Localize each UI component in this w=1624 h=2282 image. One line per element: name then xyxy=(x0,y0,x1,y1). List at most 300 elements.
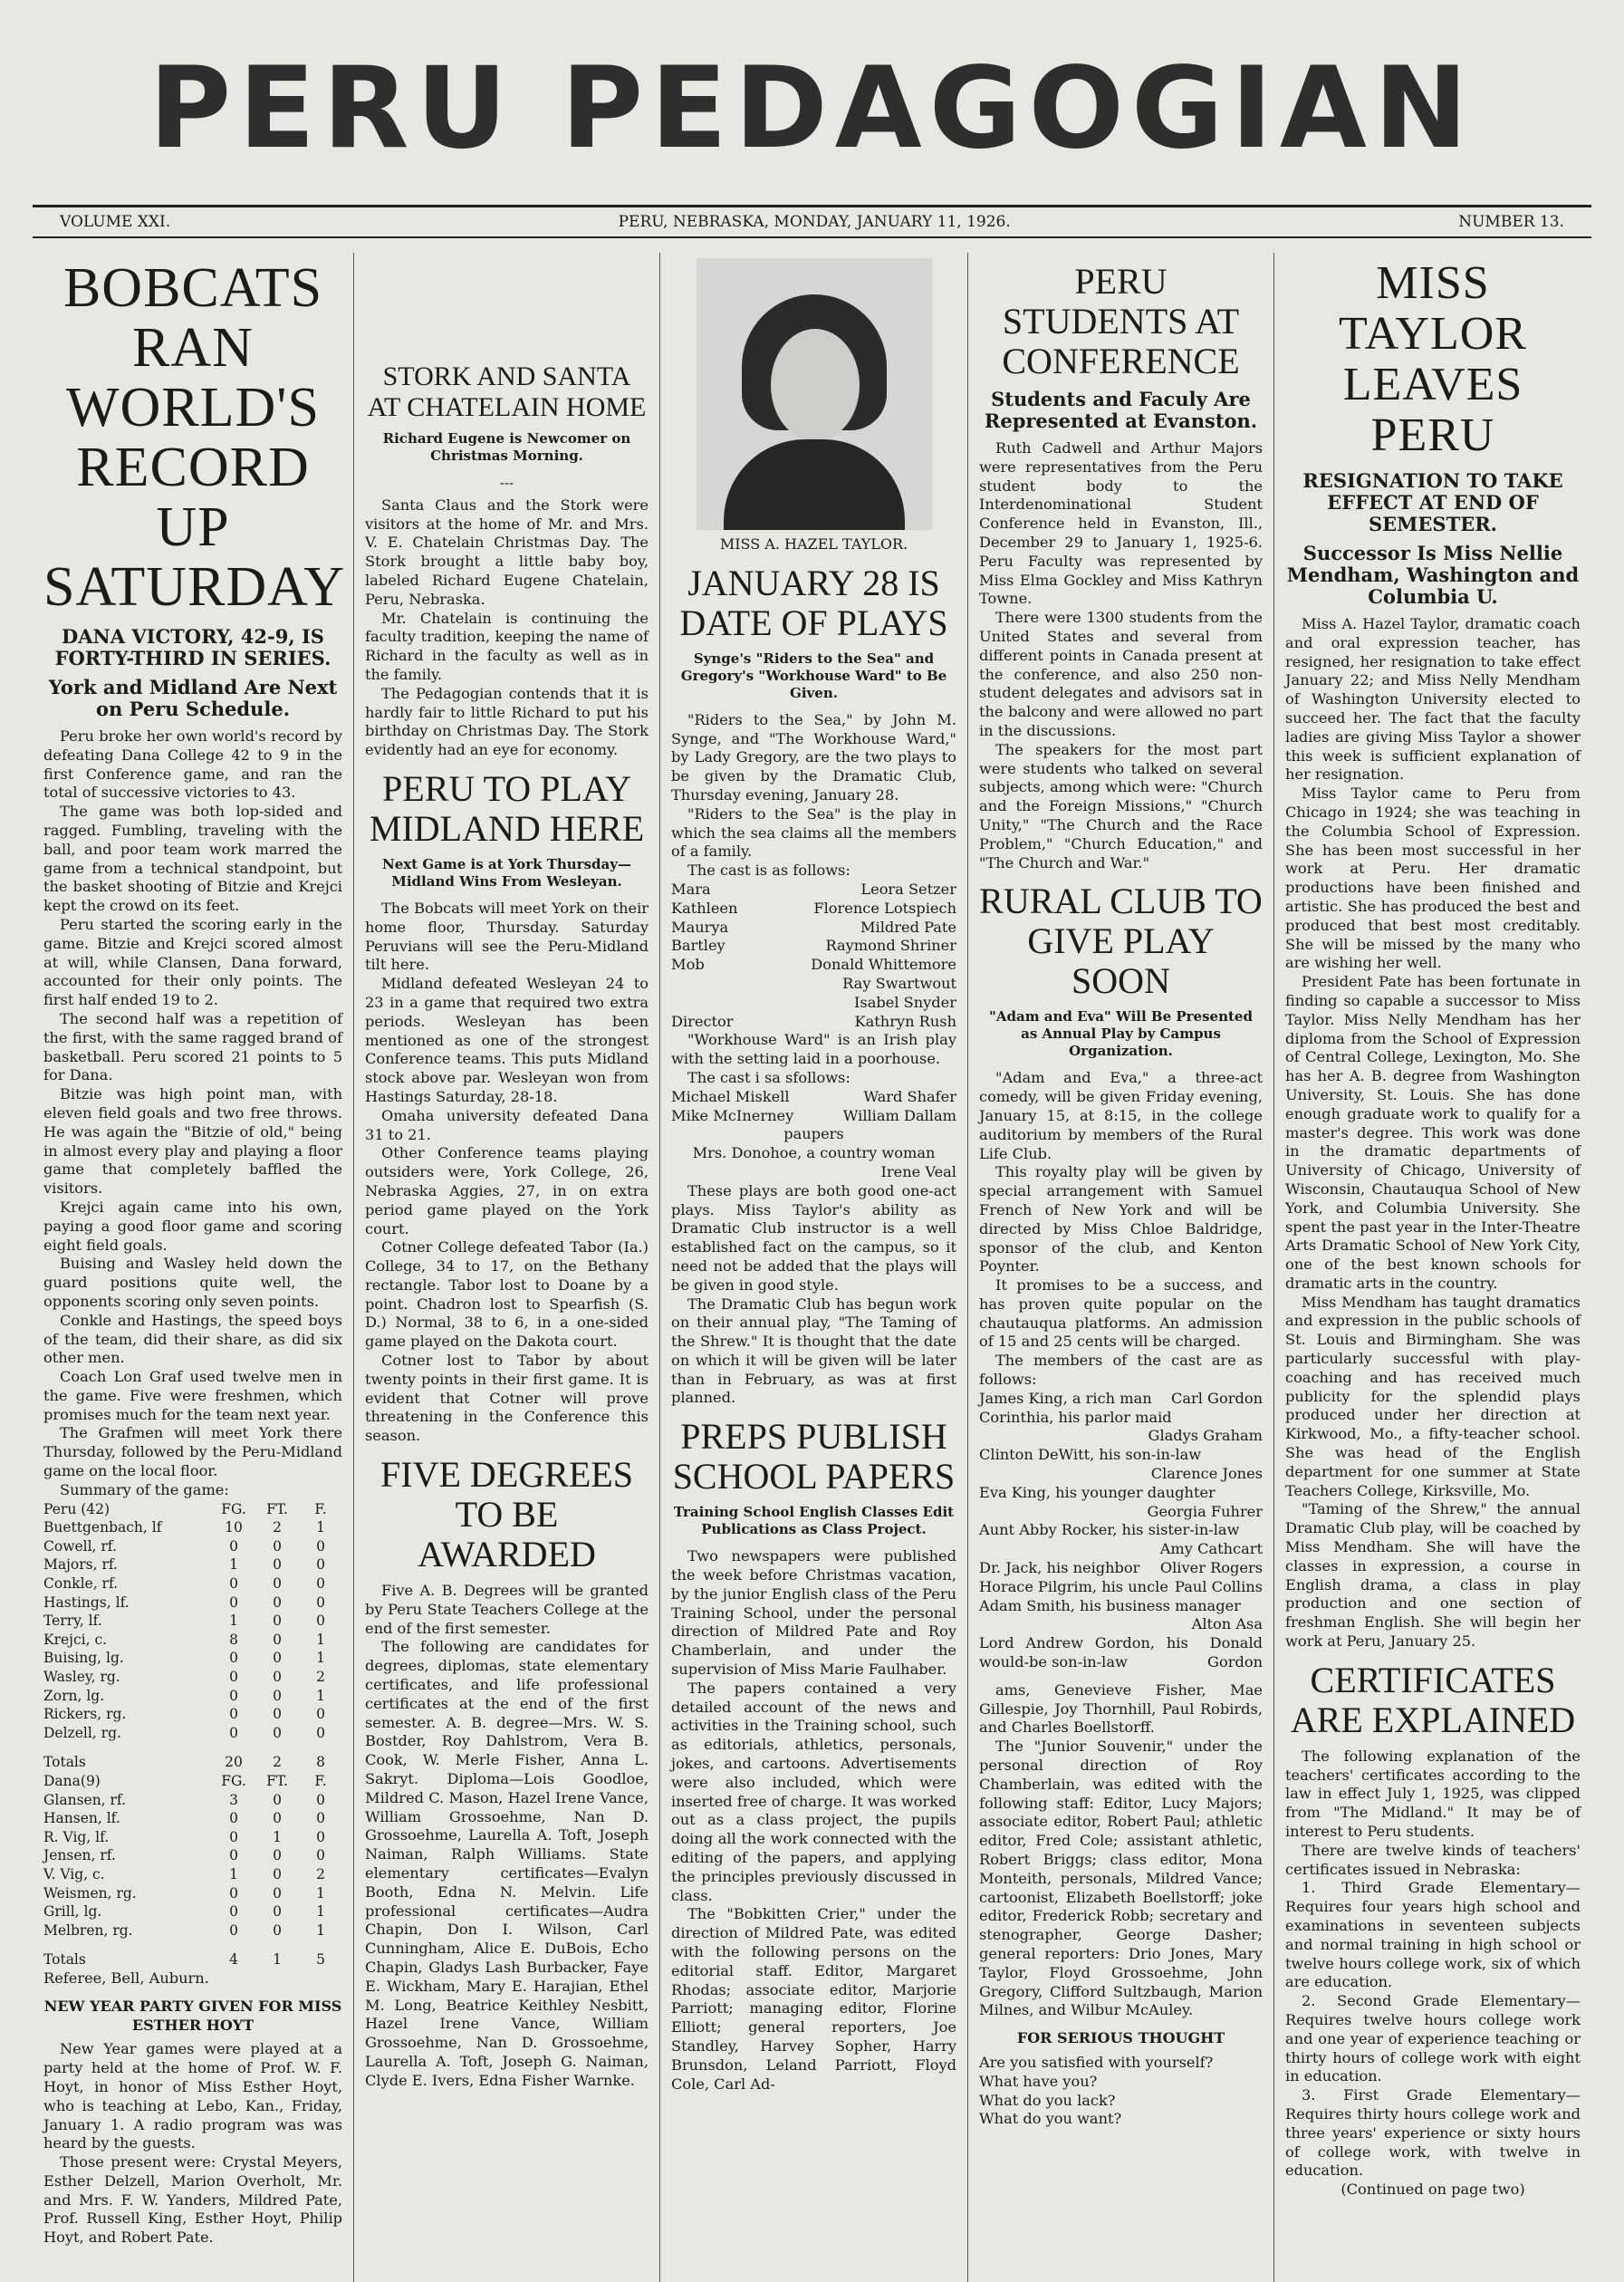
player-row xyxy=(43,1705,342,1724)
cast-actor: Leora Setzer xyxy=(860,880,956,898)
paragraph: It promises to be a success, and has proven quite popular on the chautauqua platforms. An admission of 15 and 25 cents will be charged. xyxy=(979,1276,1263,1351)
party-headline: NEW YEAR PARTY GIVEN FOR MISS ESTHER HOYT xyxy=(43,1997,342,2034)
stat-cell: 1 xyxy=(229,1613,238,1630)
text-line: What do you want? xyxy=(979,2110,1122,2128)
player-row xyxy=(43,1574,342,1594)
conference-headline: PERU STUDENTS AT CONFERENCE xyxy=(1002,261,1240,381)
paragraph: The second half was a repetition of the first, with the same ragged brand of basketball. Peru scored 21 points to 5 for Dana. xyxy=(43,1009,342,1084)
plays-headline: JANUARY 28 IS DATE OF PLAYS xyxy=(679,562,948,643)
player-cell: Totals xyxy=(43,1951,86,1969)
player-cell: Dana(9) xyxy=(43,1772,101,1789)
stat-cell: 3 xyxy=(229,1791,238,1808)
cast-row xyxy=(979,1597,1263,1616)
stat-cell: 1 xyxy=(316,1921,325,1939)
player-row xyxy=(43,1828,342,1847)
stat-cell: 1 xyxy=(229,1556,238,1574)
cast-role: Corinthia, his parlor maid xyxy=(979,1408,1172,1426)
cast-role: Clinton DeWitt, his son-in-law xyxy=(979,1446,1202,1464)
cast-row xyxy=(979,1578,1263,1597)
stat-cell: 1 xyxy=(229,1865,238,1882)
stork-deck: Richard Eugene is Newcomer on Christmas Morning. xyxy=(382,430,631,464)
issue-number-label: NUMBER 13. xyxy=(1458,213,1564,231)
plays-article-2 xyxy=(671,1031,956,1087)
referee-line: Referee, Bell, Auburn. xyxy=(43,1969,209,1987)
portrait-photo xyxy=(697,258,932,530)
spacer-row xyxy=(43,1742,342,1753)
stat-cell: FT. xyxy=(266,1500,288,1517)
masthead-title: PERU PEDAGOGIAN xyxy=(149,43,1475,174)
cast-row xyxy=(671,975,956,994)
paragraph: Cotner College defeated Tabor (Ia.) College, 34 to 17, on the Bethany rectangle. Tabor lost to Doane by a point. Chadron lost to Spearfish (S. D.) Normal, 38 to 6, in a one-sided game played on the Dakota court. xyxy=(365,1238,649,1351)
preps-article xyxy=(671,1547,956,2094)
cast-actor: Clarence Jones xyxy=(1150,1465,1263,1483)
stat-cell: 0 xyxy=(273,1903,282,1921)
cast-row xyxy=(979,1427,1263,1446)
player-cell: Hansen, lf. xyxy=(43,1810,120,1827)
player-cell: Melbren, rg. xyxy=(43,1921,133,1939)
stat-cell: 1 xyxy=(316,1631,325,1648)
cast-row xyxy=(671,881,956,900)
stat-cell: 0 xyxy=(316,1706,325,1723)
plays-cast-2 xyxy=(671,1088,956,1126)
stat-cell: 0 xyxy=(273,1613,282,1630)
player-row xyxy=(43,1791,342,1810)
stat-cell: 0 xyxy=(229,1650,238,1667)
paragraph: The papers contained a very detailed account of the news and activities in the Training school, such as editorials, athletics, personals, jokes, and cartoons. Advertisements were also included, which were inserted free of charge. It was worked out as a class project, the pupils doing all the work connected with the editing of the papers, and applying the principles previously discussed in class. xyxy=(671,1679,956,1904)
player-cell: Delzell, rg. xyxy=(43,1724,121,1741)
paragraph: 3. First Grade Elementary— Requires thirty hours college work and three years' experience or sixty hours of college work, with twelve in education. xyxy=(1285,2086,1581,2180)
stat-cell: 0 xyxy=(273,1884,282,1902)
dateline xyxy=(33,205,1591,238)
cast-row xyxy=(979,1503,1263,1522)
stat-cell: 8 xyxy=(316,1754,325,1771)
cast-role: Eva King, his younger daughter xyxy=(979,1483,1216,1501)
player-row xyxy=(43,1518,342,1537)
cast-actor: William Dallam xyxy=(842,1106,956,1124)
stat-cell: 0 xyxy=(229,1687,238,1704)
paragraph: The cast is as follows: xyxy=(687,862,850,880)
cast-actor: Kathryn Rush xyxy=(854,1012,956,1030)
cast-actor: Paul Collins xyxy=(1175,1577,1263,1595)
stat-cell: 20 xyxy=(225,1754,243,1771)
paragraph: Other Conference teams playing outsiders were, York College, 26, Nebraska Aggies, 27, in on extra period game played on the York court. xyxy=(365,1144,649,1237)
stat-cell: 0 xyxy=(273,1810,282,1827)
cast-actor: Donald Gordon xyxy=(1207,1634,1263,1671)
donohoe-line xyxy=(671,1144,956,1182)
cast-role: Horace Pilgrim, his uncle xyxy=(979,1577,1168,1595)
cast-role: Michael Miskell xyxy=(671,1087,790,1105)
stat-cell: 0 xyxy=(229,1884,238,1902)
player-row xyxy=(43,1687,342,1706)
certs-article xyxy=(1285,1748,1581,2181)
cast-actor: Alton Asa xyxy=(1191,1615,1263,1633)
player-cell: Peru (42) xyxy=(43,1500,111,1517)
stat-cell: 2 xyxy=(273,1519,282,1536)
stat-cell: 1 xyxy=(273,1951,282,1969)
taylor-subhead-2: Successor Is Miss Nellie Mendham, Washington and Columbia U. xyxy=(1286,542,1580,608)
totals-row xyxy=(43,1753,342,1772)
bobcats-article xyxy=(43,727,342,1500)
text-line: Are you satisfied with yourself? xyxy=(979,2053,1214,2071)
paragraph: There are twelve kinds of teachers' certificates issued in Nebraska: xyxy=(1285,1841,1581,1878)
plays-cast-1 xyxy=(671,881,956,1031)
totals-row xyxy=(43,1950,342,1969)
thought-lines xyxy=(979,2054,1263,2129)
stat-cell: 0 xyxy=(229,1921,238,1939)
stat-cell: 0 xyxy=(229,1575,238,1593)
player-cell: Conkle, rf. xyxy=(43,1575,119,1593)
stat-cell: FG. xyxy=(221,1500,246,1517)
paragraph: Midland defeated Wesleyan 24 to 23 in a game that required two extra periods. Wesleyan has been mentioned as one of the strongest Conference teams. This puts Midland stock above par. Wesleyan won from Hastings Saturday, 28-18. xyxy=(365,975,649,1105)
player-row xyxy=(43,1612,342,1631)
stat-cell: 0 xyxy=(229,1669,238,1686)
midland-deck: Next Game is at York Thursday— Midland Wins From Wesleyan. xyxy=(382,855,631,890)
cast-actor: Georgia Fuhrer xyxy=(1147,1502,1263,1520)
cast-row xyxy=(979,1559,1263,1578)
cast-actor: Raymond Shriner xyxy=(825,937,956,955)
continued-note: (Continued on page two) xyxy=(1341,2181,1525,2199)
stat-cell: 1 xyxy=(316,1884,325,1902)
stat-cell: 0 xyxy=(229,1903,238,1921)
cast-row xyxy=(979,1484,1263,1503)
stat-cell: 0 xyxy=(229,1594,238,1611)
cast-row xyxy=(979,1634,1263,1672)
paragraph: Two newspapers were published the week before Christmas vacation, by the junior English class of the Peru Training School, under the personal direction of Mildred Pate and Roy Chamberlain, and under the supervision of Miss Marie Faulhaber. xyxy=(671,1547,956,1679)
stork-headline: STORK AND SANTA AT CHATELAIN HOME xyxy=(367,361,647,422)
player-row xyxy=(43,1649,342,1668)
cast-row xyxy=(671,900,956,919)
paragraph: Summary of the game: xyxy=(60,1480,229,1498)
paragraph: Those present were: Crystal Meyers, Esther Delzell, Marion Overholt, Mr. and Mrs. F. W. Yanders, Mildred Pate, Prof. Russell King, Esther Hoyt, Philip Hoyt, and Robert Pate. xyxy=(43,2153,342,2247)
stat-cell: 1 xyxy=(273,1828,282,1845)
stat-cell: 1 xyxy=(316,1519,325,1536)
player-cell: Zorn, lg. xyxy=(43,1687,105,1704)
player-row xyxy=(43,1555,342,1574)
paragraph: Conkle and Hastings, the speed boys of the team, did their share, as did six other men. xyxy=(43,1311,342,1367)
paragraph: These plays are both good one-act plays. Miss Taylor's ability as Dramatic Club instructor is a well established fact on the campus, so it need not be added that the plays will be given in good style. xyxy=(671,1181,956,1294)
paragraph: Mr. Chatelain is continuing the faculty tradition, keeping the name of Richard in the faculty as well as in the family. xyxy=(365,609,649,683)
stat-cell: FG. xyxy=(221,1772,246,1789)
cast-role: Mob xyxy=(671,956,705,974)
player-cell: Grill, lg. xyxy=(43,1903,102,1921)
stat-cell: 0 xyxy=(273,1537,282,1555)
paragraph: Ruth Cadwell and Arthur Majors were representatives from the Peru student body to the Interdenominational Student Conference held in Evanston, Ill., December 29 to January 1, 1925-6. Peru Faculty was represented by Miss Elma Gockley and Miss Kathryn Towne. xyxy=(979,439,1263,608)
cast-actor: Donald Whittemore xyxy=(811,956,956,974)
player-row xyxy=(43,1537,342,1556)
cast-row xyxy=(671,956,956,975)
cast-role: Mike McInerney xyxy=(671,1106,794,1124)
cast-actor: Gladys Graham xyxy=(1148,1427,1263,1445)
stat-cell: 0 xyxy=(273,1847,282,1864)
bobcats-subhead-2: York and Midland Are Next on Peru Schedule. xyxy=(48,676,338,720)
cast-actor: Isabel Snyder xyxy=(854,993,956,1011)
stat-cell: 0 xyxy=(273,1724,282,1741)
paragraph: Coach Lon Graf used twelve men in the game. Five were freshmen, which promises much for the team next year. xyxy=(43,1368,342,1423)
taylor-article xyxy=(1285,615,1581,1651)
paragraph: Omaha university defeated Dana 31 to 21. xyxy=(365,1106,649,1143)
stat-cell: 8 xyxy=(229,1631,238,1648)
player-cell: Wasley, rg. xyxy=(43,1669,120,1686)
paragraph: The cast i sa sfollows: xyxy=(687,1068,850,1086)
column-4 xyxy=(968,253,1274,2282)
paupers-label: paupers xyxy=(783,1125,844,1143)
cast-actor: Florence Lotspiech xyxy=(813,899,956,917)
player-row xyxy=(43,1594,342,1613)
paragraph: The members of the cast are as follows: xyxy=(979,1352,1263,1389)
box-score-peru xyxy=(43,1500,342,1772)
paragraph: The "Bobkitten Crier," under the direction of Mildred Pate, was edited with the following persons on the editorial staff. Editor, Margaret Rhodas; associate editor, Marjorie Parriott; managing editor, Florine Elliott; general reporters, Joe Standley, Harvey Sopher, Harry Brunsdon, Leland Parriott, Floyd Cole, Carl Ad- xyxy=(671,1905,956,2093)
stat-cell: 0 xyxy=(273,1575,282,1593)
player-cell: Buettgenbach, lf xyxy=(43,1519,162,1536)
plays-article-3 xyxy=(671,1182,956,1409)
bobcats-subhead: DANA VICTORY, 42-9, IS FORTY-THIRD IN SERIES. xyxy=(54,625,332,669)
cast-role: Mara xyxy=(671,880,711,898)
stat-cell: 0 xyxy=(316,1828,325,1845)
box-header-row xyxy=(43,1772,342,1791)
player-cell: Rickers, rg. xyxy=(43,1706,127,1723)
stat-cell: 0 xyxy=(273,1631,282,1648)
stat-cell: 0 xyxy=(316,1791,325,1808)
rural-article xyxy=(979,1069,1263,1390)
cast-role: Dr. Jack, his neighbor xyxy=(979,1559,1140,1577)
paragraph: The speakers for the most part were students who talked on several subjects, among which were: "Church and the Foreign Missions," "Church Unity," "The Church and the Race Problem," "Church Education," and "The Church and War." xyxy=(979,740,1263,871)
stork-article xyxy=(365,496,649,760)
stat-cell: 2 xyxy=(316,1669,325,1686)
player-row xyxy=(43,1902,342,1921)
stat-cell: 0 xyxy=(229,1724,238,1741)
paragraph: Buising and Wasley held down the guard positions quite well, the opponents scoring only seven points. xyxy=(43,1255,342,1310)
cast-row xyxy=(979,1465,1263,1484)
player-row xyxy=(43,1865,342,1884)
conference-subhead: Students and Faculy Are Represented at Evanston. xyxy=(984,388,1258,432)
plays-deck: Synge's "Riders to the Sea" and Gregory's "Workhouse Ward" to Be Given. xyxy=(680,650,947,701)
cast-role: Kathleen xyxy=(671,899,738,917)
stat-cell: 0 xyxy=(316,1724,325,1741)
preps-headline: PREPS PUBLISH SCHOOL PAPERS xyxy=(672,1416,956,1497)
player-cell: Weismen, rg. xyxy=(43,1884,137,1902)
stat-cell: 0 xyxy=(316,1847,325,1864)
player-cell: Jensen, rf. xyxy=(43,1847,116,1864)
paragraph: "Riders to the Sea" is the play in which the sea claims all the members of a family. xyxy=(671,804,956,861)
stat-cell: 1 xyxy=(316,1903,325,1921)
cast-row xyxy=(979,1521,1263,1540)
stat-cell: 0 xyxy=(229,1847,238,1864)
cast-actor: Oliver Rogers xyxy=(1159,1559,1263,1577)
cast-row xyxy=(671,937,956,956)
paragraph: Peru broke her own world's record by defeating Dana College 42 to 9 in the first Conference game, and ran the total of successive victories to 43. xyxy=(43,727,342,802)
cast-row xyxy=(671,1107,956,1126)
stat-cell: 1 xyxy=(316,1687,325,1704)
stat-cell: 0 xyxy=(273,1650,282,1667)
cast-row xyxy=(979,1540,1263,1559)
stork-dash: --- xyxy=(499,475,514,491)
stat-cell: 5 xyxy=(316,1951,325,1969)
cast-role: Director xyxy=(671,1012,734,1030)
column-3 xyxy=(660,253,968,2282)
cast-role: Bartley xyxy=(671,937,726,955)
player-cell: Terry, lf. xyxy=(43,1613,102,1630)
player-row xyxy=(43,1668,342,1687)
paragraph: Bitzie was high point man, with eleven field goals and two free throws. He was again the "Bitzie of old," being in almost every play and playing a floor game that completely baffled the visitors. xyxy=(43,1085,342,1198)
paragraph: Five A. B. Degrees will be granted by Peru State Teachers College at the end of the first semester. xyxy=(365,1582,649,1637)
stat-cell: 0 xyxy=(273,1706,282,1723)
cast-role: Aunt Abby Rocker, his sister-in-law xyxy=(979,1521,1240,1539)
plays-article xyxy=(671,711,956,881)
cast-role: Lord Andrew Gordon, his would-be son-in-law xyxy=(979,1634,1188,1671)
stat-cell: 4 xyxy=(229,1951,238,1969)
paragraph: The "Junior Souvenir," under the personal direction of Roy Chamberlain, was edited with the following staff: Editor, Lucy Majors; associate editor, Robert Paul; athletic editor, Fred Cole; assistant athletic, Robert Briggs; class editor, Mona Monteith, personals, Mildred Vance; cartoonist, Elizabeth Boellstorff; joke editor, Frederick Robb; secretary and stenographer, George Dasher; general reporters: Drio Jones, Mary Taylor, Floyd Grossoehme, John Gregory, Clifford Sultzbaugh, Marion Milnes, and Wilbur McAuley. xyxy=(979,1738,1263,2019)
player-row xyxy=(43,1809,342,1828)
text-line: What do you lack? xyxy=(979,2091,1116,2109)
stat-cell: 2 xyxy=(273,1754,282,1771)
donohoe-role: Mrs. Donohoe, a country woman xyxy=(692,1144,936,1162)
paragraph: The following are candidates for degrees, diplomas, state elementary certificates, and life professional certificates at the end of the first semester. A. B. degree—Mrs. W. S. Bostder, Roy Dahlstrom, Vera B. Cook, W. Merle Fisher, Anna L. Sakryt. Diploma—Lois Goodloe, Mildred C. Mason, Hazel Irene Vance, William Grossoehme, Nan D. Grossoehme, Laurella A. Toft, Joseph Naiman, Ralph Williams. State elementary certificates—Evalyn Booth, Edna N. Melvin. Life professional certificates—Audra Chapin, Don I. Wilson, Carl Cunningham, Alice E. DuBois, Echo Chapin, Gladys Lash Burbacker, Faye E. Wickham, Mary E. Harajian, Ethel M. Long, Beatrice Keithley Nesbitt, Hazel Irene Vance, William Grossoehme, Nan D. Grossoehme, Laurella A. Toft, Joseph G. Naiman, Clyde E. Ivers, Edna Fisher Warnke. xyxy=(365,1638,649,2089)
paragraph: This royalty play will be given by special arrangement with Samuel French of New York and will be directed by Miss Chloe Baldridge, sponsor of the club, and Kenton Poynter. xyxy=(979,1163,1263,1276)
stat-cell: 0 xyxy=(229,1810,238,1827)
cast-role: James King, a rich man xyxy=(979,1389,1152,1407)
paragraph: Cotner lost to Tabor by about twenty points in their first game. It is evident that Cotner will prove threatening in the Conference this season. xyxy=(365,1352,649,1445)
stat-cell: 0 xyxy=(273,1556,282,1574)
cast-row xyxy=(979,1615,1263,1634)
paragraph: The Grafmen will meet York there Thursday, followed by the Peru-Midland game on the local floor. xyxy=(43,1424,342,1480)
player-cell: R. Vig, lf. xyxy=(43,1828,110,1845)
stat-cell: 10 xyxy=(225,1519,243,1536)
stat-cell: 0 xyxy=(316,1575,325,1593)
paragraph: The Bobcats will meet York on their home floor, Thursday. Saturday Peruvians will see the Peru-Midland tilt here. xyxy=(365,899,649,974)
paragraph: "Taming of the Shrew," the annual Dramatic Club play, will be coached by Miss Mendham. She will have the classes in expression, a course in English drama, a class in play production and one section of freshman English. She will begin her work at Peru, January 25. xyxy=(1285,1500,1581,1651)
column-5 xyxy=(1274,253,1591,2282)
paragraph: 1. Third Grade Elementary— Requires four years high school and examinations in seventeen subjects and normal training in high school or twelve hours college work, six of which are education. xyxy=(1285,1879,1581,1991)
volume-label: VOLUME XXI. xyxy=(60,213,171,231)
paragraph: Miss Mendham has taught dramatics and expression in the public schools of St. Louis and Birmingham. She was particularly successful with play-coaching and has received much publicity for the splendid plays produced under her direction at Kirkwood, Mo., a fifty-teacher school. She was head of the English department for one summer at State Teachers College, Kirksville, Mo. xyxy=(1285,1293,1581,1499)
bobcats-headline: BOBCATS RAN WORLD'S RECORD UP SATURDAY xyxy=(43,257,346,618)
souvenir-article xyxy=(979,1681,1263,2020)
paragraph: Miss Taylor came to Peru from Chicago in 1924; she was teaching in the Columbia School of Expression. She has been most successful in her work at Peru. Her dramatic productions have been finished and artistic. She has produced the best and produced that best most creditably. She will be missed by the many who are wishing her well. xyxy=(1285,785,1581,972)
paragraph: President Pate has been fortunate in finding so capable a successor to Miss Taylor. Miss Nelly Mendham has her diploma from the School of Expression of Central College, Lexington, Mo. She has her A. B. degree from Washington University, St. Louis. She has done enough graduate work to qualify for a master's degree. This work was done in the dramatic departments of University of Chicago, University of Wisconsin, Chautauqua School of New York, and Columbia University. She spent the past year in the Inter-Theatre Arts Dramatic School of New York City, one of the best known schools for dramatic arts in the country. xyxy=(1285,973,1581,1292)
box-score-dana xyxy=(43,1772,342,1969)
stat-cell: 2 xyxy=(316,1865,325,1882)
player-row xyxy=(43,1724,342,1743)
stat-cell: 0 xyxy=(316,1810,325,1827)
player-row xyxy=(43,1884,342,1903)
cast-row xyxy=(671,994,956,1013)
thought-title: FOR SERIOUS THOUGHT xyxy=(1016,2029,1225,2047)
cast-actor: Amy Cathcart xyxy=(1159,1540,1263,1558)
paragraph: Miss A. Hazel Taylor, dramatic coach and oral expression teacher, has resigned, her resignation to take effect January 22; and Miss Nelly Mendham of Washington University elected to succeed her. The fact that the faculty ladies are giving Miss Taylor a shower this week is sufficient explanation of her resignation. xyxy=(1285,615,1581,784)
taylor-headline: MISS TAYLOR LEAVES PERU xyxy=(1339,257,1527,461)
rural-headline: RURAL CLUB TO GIVE PLAY SOON xyxy=(979,881,1263,1002)
photo-caption: MISS A. HAZEL TAYLOR. xyxy=(719,535,908,553)
paragraph: Krejci again came into his own, paying a good floor game and scoring eight field goals. xyxy=(43,1198,342,1254)
cast-actor: Ward Shafer xyxy=(863,1087,956,1105)
stat-cell: 0 xyxy=(316,1537,325,1555)
player-row xyxy=(43,1921,342,1940)
place-date-label: PERU, NEBRASKA, MONDAY, JANUARY 11, 1926. xyxy=(618,213,1011,231)
text-line: What have you? xyxy=(979,2072,1098,2090)
degrees-article xyxy=(365,1582,649,2091)
paragraph: The following explanation of the teachers' certificates according to the law in effect July 1, 1925, was clipped from "The Midland." It may be of interest to Peru students. xyxy=(1285,1747,1581,1841)
certs-headline: CERTIFICATES ARE EXPLAINED xyxy=(1290,1659,1576,1740)
paragraph: There were 1300 students from the United States and several from different points in Canada present at the conference, and also 250 non-student delegates and advisors sat in the balcony and were allowed no part in the discussions. xyxy=(979,609,1263,739)
cast-row xyxy=(979,1390,1263,1409)
player-cell: Totals xyxy=(43,1754,86,1771)
columns xyxy=(33,253,1591,2282)
rural-deck: "Adam and Eva" Will Be Presented as Annual Play by Campus Organization. xyxy=(989,1008,1253,1060)
stat-cell: 0 xyxy=(273,1687,282,1704)
player-cell: Krejci, c. xyxy=(43,1631,108,1648)
player-cell: Majors, rf. xyxy=(43,1556,118,1574)
player-cell: Cowell, rf. xyxy=(43,1537,117,1555)
midland-headline: PERU TO PLAY MIDLAND HERE xyxy=(369,767,645,849)
box-header-row xyxy=(43,1500,342,1519)
paragraph: ams, Genevieve Fisher, Mae Gillespie, Joy Thornhill, Paul Robirds, and Charles Boellstorff. xyxy=(979,1680,1263,1737)
cast-row xyxy=(979,1409,1263,1428)
paragraph: "Workhouse Ward" is an Irish play with the setting laid in a poorhouse. xyxy=(671,1031,956,1068)
stat-cell: 0 xyxy=(273,1669,282,1686)
player-row xyxy=(43,1846,342,1865)
rural-cast xyxy=(979,1390,1263,1672)
paragraph: The game was both lop-sided and ragged. Fumbling, traveling with the ball, and poor team work marred the game from a technical standpoint, but the basket shooting of Bitzie and Krejci kept the crowd on its feet. xyxy=(43,803,342,915)
player-cell: Hastings, lf. xyxy=(43,1594,130,1611)
stat-cell: 0 xyxy=(229,1706,238,1723)
player-row xyxy=(43,1631,342,1650)
degrees-headline: FIVE DEGREES TO BE AWARDED xyxy=(380,1454,633,1575)
stat-cell: 0 xyxy=(273,1791,282,1808)
stat-cell: 0 xyxy=(273,1921,282,1939)
cast-role: Adam Smith, his business manager xyxy=(979,1596,1241,1614)
stat-cell: 0 xyxy=(316,1556,325,1574)
cast-row xyxy=(979,1446,1263,1465)
column-2 xyxy=(354,253,660,2282)
cast-row xyxy=(671,919,956,938)
stat-cell: 0 xyxy=(316,1613,325,1630)
paragraph: "Riders to the Sea," by John M. Synge, and "The Workhouse Ward," by Lady Gregory, are the two plays to be given by the Dramatic Club, Thursday evening, January 28. xyxy=(671,710,956,804)
stat-cell: F. xyxy=(314,1500,327,1517)
paragraph: The Dramatic Club has begun work on their annual play, "The Taming of the Shrew." It is thought that the date on which it will be given will be later than in February, as was at first planned. xyxy=(671,1295,956,1407)
paragraph: New Year games were played at a party held at the home of Prof. W. F. Hoyt, in honor of Miss Esther Hoyt, who is teaching at Lebo, Kan., Friday, January 1. A radio program was was heard by the guests. xyxy=(43,2040,342,2152)
cast-actor: Mildred Pate xyxy=(860,918,956,936)
player-cell: Buising, lg. xyxy=(43,1650,124,1667)
stat-cell: 0 xyxy=(273,1865,282,1882)
cast-row xyxy=(671,1088,956,1107)
stat-cell: 1 xyxy=(316,1650,325,1667)
paragraph: Peru started the scoring early in the game. Bitzie and Krejci scored almost at will, while Clansen, Dana forward, accounted for their only points. The first half ended 19 to 2. xyxy=(43,915,342,1009)
player-cell: Glansen, rf. xyxy=(43,1791,127,1808)
paragraph: The Pedagogian contends that it is hardly fair to little Richard to put his birthday on Christmas Day. The Stork evidently had an eye for economy. xyxy=(365,684,649,759)
column-1 xyxy=(33,253,354,2282)
cast-actor: Ray Swartwout xyxy=(842,974,956,992)
player-cell: V. Vig, c. xyxy=(43,1865,105,1882)
paragraph: "Adam and Eva," a three-act comedy, will be given Friday evening, January 15, at 8:15, in the college auditorium by members of the Rural Life Club. xyxy=(979,1069,1263,1162)
stat-cell: F. xyxy=(314,1772,327,1789)
stat-cell: 0 xyxy=(273,1594,282,1611)
cast-role: Maurya xyxy=(671,918,729,936)
stat-cell: FT. xyxy=(266,1772,288,1789)
spacer-row xyxy=(43,1940,342,1950)
stat-cell: 0 xyxy=(316,1594,325,1611)
party-article xyxy=(43,2040,342,2248)
preps-deck: Training School English Classes Edit Publications as Class Project. xyxy=(673,1504,955,1538)
paragraph: 2. Second Grade Elementary— Requires twelve hours college work and one year of experience teaching or thirty hours of college work with eight in education. xyxy=(1285,1992,1581,2085)
stat-cell: 0 xyxy=(229,1828,238,1845)
stat-cell: 0 xyxy=(229,1537,238,1555)
donohoe-actor: Irene Veal xyxy=(880,1162,956,1180)
cast-actor: Carl Gordon xyxy=(1170,1389,1263,1407)
paragraph: Santa Claus and the Stork were visitors at the home of Mr. and Mrs. V. E. Chatelain Christmas Day. The Stork brought a little baby boy, labeled Richard Eugene Chatelain, Peru, Nebraska. xyxy=(365,496,649,608)
cast-row xyxy=(671,1013,956,1032)
conference-article xyxy=(979,439,1263,872)
taylor-subhead: RESIGNATION TO TAKE EFFECT AT END OF SEMESTER. xyxy=(1302,469,1563,535)
